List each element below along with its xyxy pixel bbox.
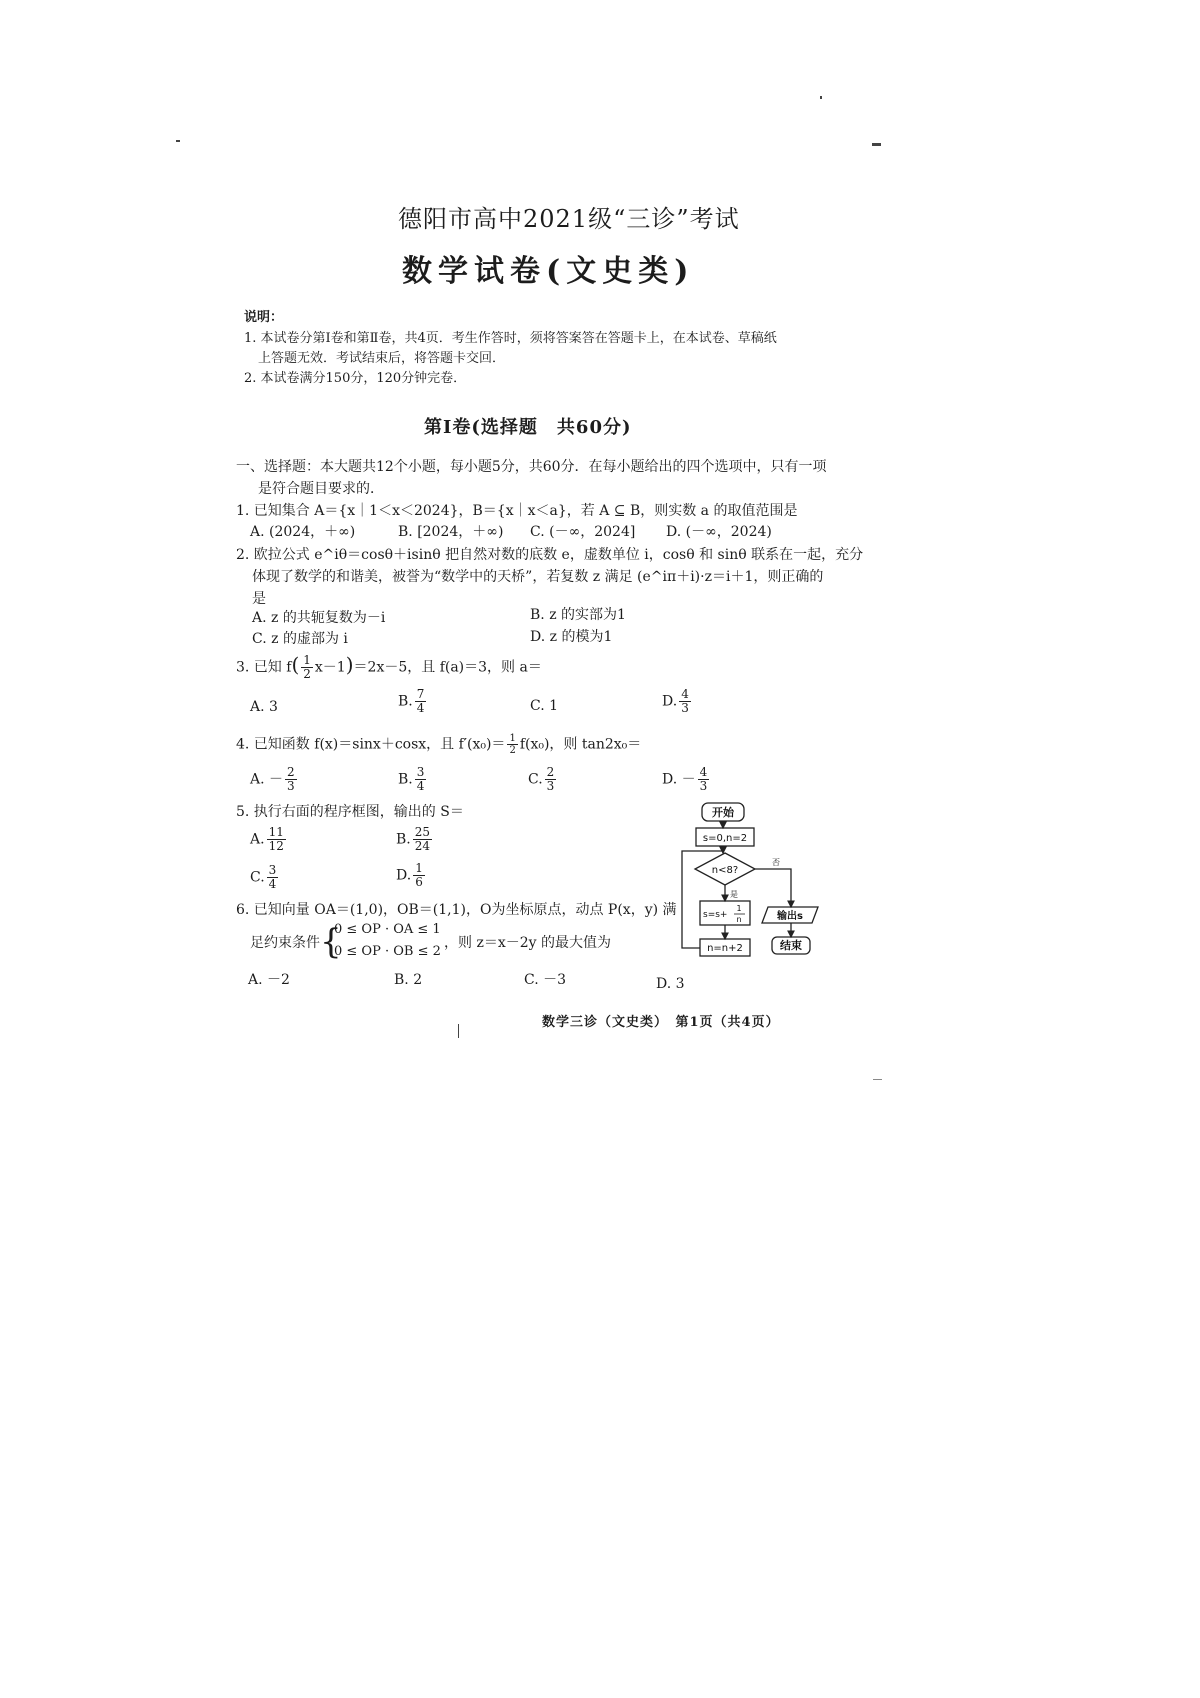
question-1-option-d: D. (－∞，2024) <box>666 524 772 540</box>
question-2-option-b: B. z 的实部为1 <box>530 607 626 623</box>
question-3-stem: 3. 已知 f( $\frac{1}{2}$ x－1)＝2x－5，且 f(a)＝3，则 a＝ <box>236 652 542 681</box>
question-2-option-a: A. z 的共轭复数为－i <box>252 610 386 626</box>
note-1: 1. 本试卷分第Ⅰ卷和第Ⅱ卷，共4页．考生作答时，须将答案答在答题卡上，在本试卷、草稿纸 <box>244 331 777 346</box>
flowchart <box>660 795 830 970</box>
question-3-option-a: A. 3 <box>250 699 278 715</box>
question-4-option-a: A. － $\frac{2}{3}$ <box>250 765 295 793</box>
question-3-option-d: D. $\frac{4}{3}$ <box>662 687 689 715</box>
flow-condition-label: n<8? <box>711 865 739 876</box>
question-2-option-d: D. z 的模为1 <box>530 629 613 645</box>
question-4-option-c: C. $\frac{2}{3}$ <box>528 765 555 793</box>
question-5-stem: 5. 执行右面的程序框图，输出的 S＝ <box>236 804 464 820</box>
question-1-option-a: A. (2024，＋∞) <box>250 524 356 540</box>
question-2-stem: 2. 欧拉公式 e^iθ＝cosθ＋isinθ 把自然对数的底数 e，虚数单位 i，cosθ 和 sinθ 联系在一起，充分 <box>236 547 864 563</box>
question-1-option-c: C. (－∞，2024] <box>530 524 636 540</box>
question-6-constraint-label: 足约束条件 <box>250 935 320 951</box>
flow-no-branch <box>755 869 791 907</box>
flow-update-denominator: n <box>736 915 742 924</box>
question-6-option-b: B. 2 <box>394 972 423 988</box>
flow-yes-label: 是 <box>730 890 738 899</box>
footer-tick <box>458 1024 459 1038</box>
question-6-option-c: C. －3 <box>524 972 567 988</box>
question-2-option-c: C. z 的虚部为 i <box>252 631 348 647</box>
question-2-stem-cont: 体现了数学的和谐美，被誉为“数学中的天桥”，若复数 z 满足 (e^iπ＋i)·z＝i＋1，则正确的 <box>252 569 824 585</box>
question-1-stem: 1. 已知集合 A＝{x｜1＜x＜2024}，B＝{x｜x＜a}，若 A ⊆ B，则实数 a 的取值范围是 <box>236 503 798 519</box>
flow-update-numerator: 1 <box>736 904 742 913</box>
flow-start-label: 开始 <box>712 806 734 819</box>
question-5-option-d: D. $\frac{1}{6}$ <box>396 861 423 889</box>
scan-speck <box>873 1079 882 1080</box>
question-6-constraint-2: 0 ≤ OP · OB ≤ 2 <box>334 944 441 959</box>
flow-update-label: s=s+ <box>703 910 728 920</box>
question-3-option-c: C. 1 <box>530 698 559 714</box>
scan-speck <box>872 143 881 146</box>
question-6-stem: 6. 已知向量 OA＝(1,0)，OB＝(1,1)，O为坐标原点，动点 P(x，y) 满 <box>236 902 677 918</box>
question-4-option-d: D. － $\frac{4}{3}$ <box>662 765 708 793</box>
question-3-option-b: B. $\frac{7}{4}$ <box>398 687 425 715</box>
flow-init-label: s=0,n=2 <box>702 833 748 844</box>
question-2-stem-end: 是 <box>252 591 266 607</box>
question-5-option-a: A. $\frac{11}{12}$ <box>250 825 284 853</box>
question-1-option-b: B. [2024，＋∞) <box>398 524 504 540</box>
question-5-option-c: C. $\frac{3}{4}$ <box>250 863 277 891</box>
scan-speck <box>820 96 822 99</box>
question-5-option-b: B. $\frac{25}{24}$ <box>396 825 431 853</box>
question-6-option-d: D. 3 <box>656 976 685 992</box>
note-1-cont: 上答题无效．考试结束后，将答题卡交回． <box>258 351 506 366</box>
paper-title: 数学试卷(文史类) <box>402 254 695 289</box>
scan-speck <box>176 140 180 142</box>
constraint-brace: { <box>320 922 342 962</box>
question-4-stem: 4. 已知函数 f(x)＝sinx＋cosx，且 f′(x₀)＝ $\frac{1}{2}$ f(x₀)，则 tan2x₀＝ <box>236 733 642 756</box>
flow-no-label: 否 <box>772 858 780 867</box>
question-6-stem-tail: ，则 z＝x－2y 的最大值为 <box>444 935 611 951</box>
flow-end-label: 结束 <box>780 939 802 952</box>
notes-label: 说明： <box>244 310 284 325</box>
page-footer: 数学三诊（文史类） 第1页（共4页） <box>542 1015 780 1030</box>
exam-title: 德阳市高中2021级“三诊”考试 <box>398 205 740 233</box>
section-instructions: 一、选择题：本大题共12个小题，每小题5分，共60分．在每小题给出的四个选项中，只有一项 <box>236 459 827 475</box>
question-6-option-a: A. －2 <box>248 972 290 988</box>
flow-output-label: 输出s <box>777 911 803 922</box>
flow-step-label: n=n+2 <box>707 943 743 954</box>
fraction-one-half: $\frac{1}{2}$ <box>303 653 311 681</box>
question-6-constraint-1: 0 ≤ OP · OA ≤ 1 <box>334 922 441 937</box>
section-title: 第Ⅰ卷(选择题 共60分) <box>424 417 632 438</box>
note-2: 2. 本试卷满分150分，120分钟完卷． <box>244 371 467 386</box>
section-instructions-cont: 是符合题目要求的． <box>258 481 384 497</box>
question-4-option-b: B. $\frac{3}{4}$ <box>398 765 425 793</box>
fraction-one-half: $\frac{1}{2}$ <box>509 733 516 756</box>
